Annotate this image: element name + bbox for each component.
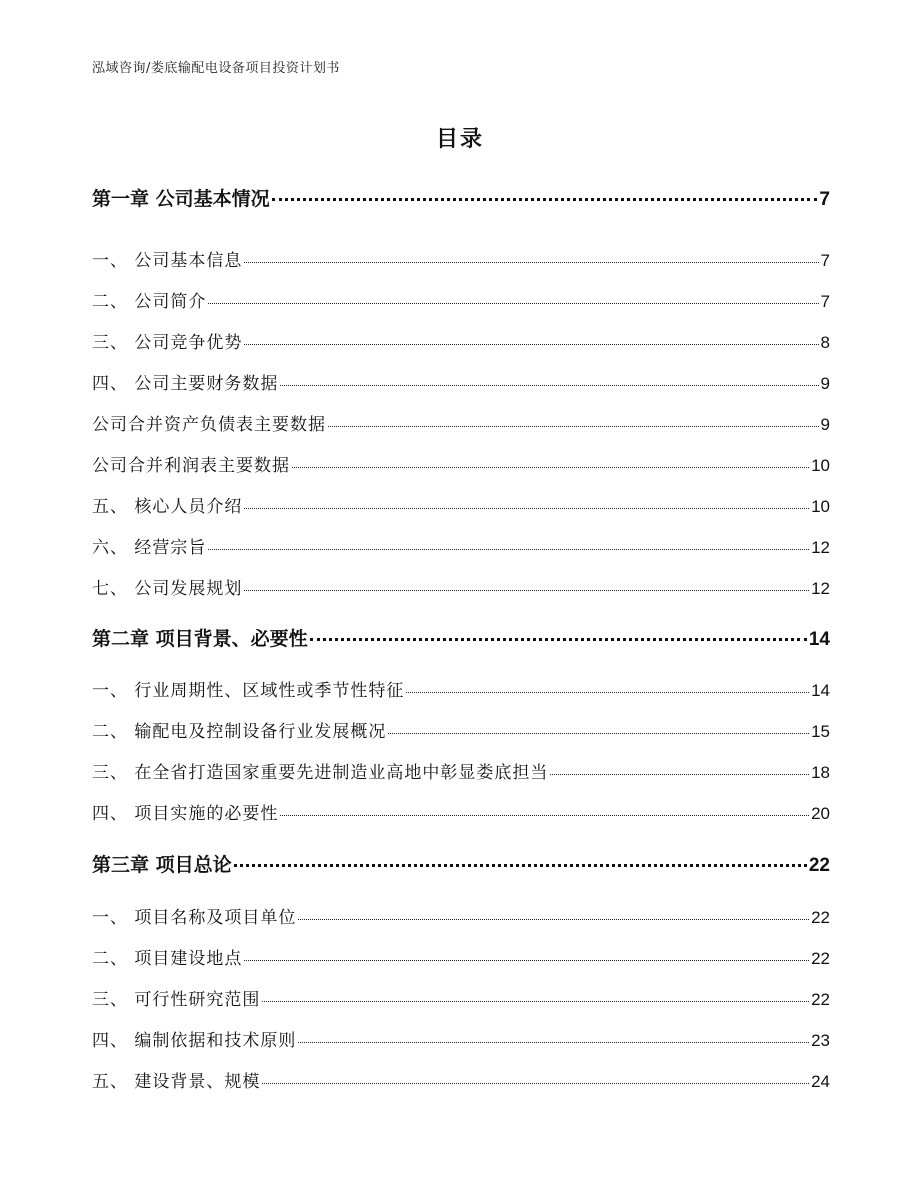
- toc-label: 四、 编制依据和技术原则: [92, 1031, 297, 1051]
- dot-leader: [298, 1042, 809, 1043]
- dot-leader: [272, 198, 818, 201]
- toc-entry[interactable]: [92, 1067, 830, 1092]
- dot-leader: [234, 864, 807, 867]
- toc-page-number: 7: [819, 189, 830, 210]
- dot-leader: [244, 590, 809, 591]
- toc-page-number: 15: [811, 722, 830, 741]
- toc-page-number: 20: [811, 804, 830, 823]
- toc-label: 一、 公司基本信息: [92, 251, 243, 271]
- dot-leader: [208, 549, 809, 550]
- toc-page-number: 22: [811, 949, 830, 968]
- toc-page-number: 14: [808, 629, 830, 650]
- toc-page-number: 23: [811, 1031, 830, 1050]
- toc-label: 四、 公司主要财务数据: [92, 374, 279, 394]
- toc-page-number: 22: [811, 908, 830, 927]
- toc-entry[interactable]: [92, 246, 830, 271]
- toc-entry[interactable]: [92, 533, 830, 558]
- toc-page-number: 18: [811, 763, 830, 782]
- toc-label: 一、 行业周期性、区域性或季节性特征: [92, 681, 405, 701]
- toc-label: 一、 项目名称及项目单位: [92, 908, 297, 928]
- toc-entry[interactable]: [92, 328, 830, 353]
- toc-label: 第一章 公司基本情况: [92, 188, 270, 210]
- toc-entry[interactable]: [92, 492, 830, 517]
- toc-entry[interactable]: [92, 676, 830, 701]
- toc-label: 三、 可行性研究范围: [92, 990, 261, 1010]
- toc-page-number: 9: [820, 374, 830, 393]
- dot-leader: [550, 774, 809, 775]
- toc-chapter-3[interactable]: [92, 850, 830, 877]
- dot-leader: [298, 919, 809, 920]
- dot-leader: [244, 960, 809, 961]
- toc-entry[interactable]: [92, 944, 830, 969]
- toc-page-number: 10: [811, 456, 830, 475]
- toc-label: 第二章 项目背景、必要性: [92, 628, 308, 650]
- toc-label: 六、 经营宗旨: [92, 538, 207, 558]
- toc-page-number: 12: [811, 538, 830, 557]
- page-header: 泓域咨询/娄底输配电设备项目投资计划书: [92, 61, 340, 76]
- toc-chapter-2[interactable]: [92, 624, 830, 651]
- toc-entry[interactable]: [92, 903, 830, 928]
- toc-page-number: 9: [820, 415, 830, 434]
- toc-chapter-1[interactable]: [92, 184, 830, 211]
- toc-label: 公司合并资产负债表主要数据: [92, 415, 326, 435]
- dot-leader: [406, 692, 809, 693]
- toc-label: 五、 核心人员介绍: [92, 497, 243, 517]
- toc-label: 二、 输配电及控制设备行业发展概况: [92, 722, 387, 742]
- dot-leader: [208, 303, 818, 304]
- toc-label: 第三章 项目总论: [92, 854, 232, 876]
- toc-label: 二、 项目建设地点: [92, 949, 243, 969]
- dot-leader: [244, 344, 818, 345]
- toc-entry[interactable]: [92, 985, 830, 1010]
- toc-title: 目录: [435, 127, 484, 152]
- toc-entry[interactable]: [92, 369, 830, 394]
- dot-leader: [292, 467, 809, 468]
- toc-entry[interactable]: [92, 287, 830, 312]
- toc-page-number: 22: [808, 855, 830, 876]
- toc-entry[interactable]: [92, 451, 830, 476]
- toc-label: 五、 建设背景、规模: [92, 1072, 261, 1092]
- toc-entry[interactable]: [92, 799, 830, 824]
- dot-leader: [244, 508, 809, 509]
- dot-leader: [280, 385, 818, 386]
- dot-leader: [310, 638, 807, 641]
- toc-entry[interactable]: [92, 574, 830, 599]
- dot-leader: [262, 1083, 809, 1084]
- toc-page-number: 22: [811, 990, 830, 1009]
- toc-entry[interactable]: [92, 1026, 830, 1051]
- toc-entry[interactable]: [92, 717, 830, 742]
- dot-leader: [328, 426, 819, 427]
- toc-page-number: 7: [820, 292, 830, 311]
- toc-page-number: 14: [811, 681, 830, 700]
- toc-page-number: 8: [820, 333, 830, 352]
- toc-page-number: 24: [811, 1072, 830, 1091]
- toc-page-number: 10: [811, 497, 830, 516]
- dot-leader: [244, 262, 818, 263]
- toc-label: 七、 公司发展规划: [92, 579, 243, 599]
- toc-page-number: 7: [820, 251, 830, 270]
- toc-label: 公司合并利润表主要数据: [92, 456, 290, 476]
- toc-label: 三、 在全省打造国家重要先进制造业高地中彰显娄底担当: [92, 763, 549, 783]
- dot-leader: [262, 1001, 809, 1002]
- toc-page-number: 12: [811, 579, 830, 598]
- toc-label: 三、 公司竞争优势: [92, 333, 243, 353]
- dot-leader: [388, 733, 809, 734]
- toc-entry[interactable]: [92, 410, 830, 435]
- dot-leader: [280, 815, 809, 816]
- toc-label: 四、 项目实施的必要性: [92, 804, 279, 824]
- toc-entry[interactable]: [92, 758, 830, 783]
- toc-label: 二、 公司简介: [92, 292, 207, 312]
